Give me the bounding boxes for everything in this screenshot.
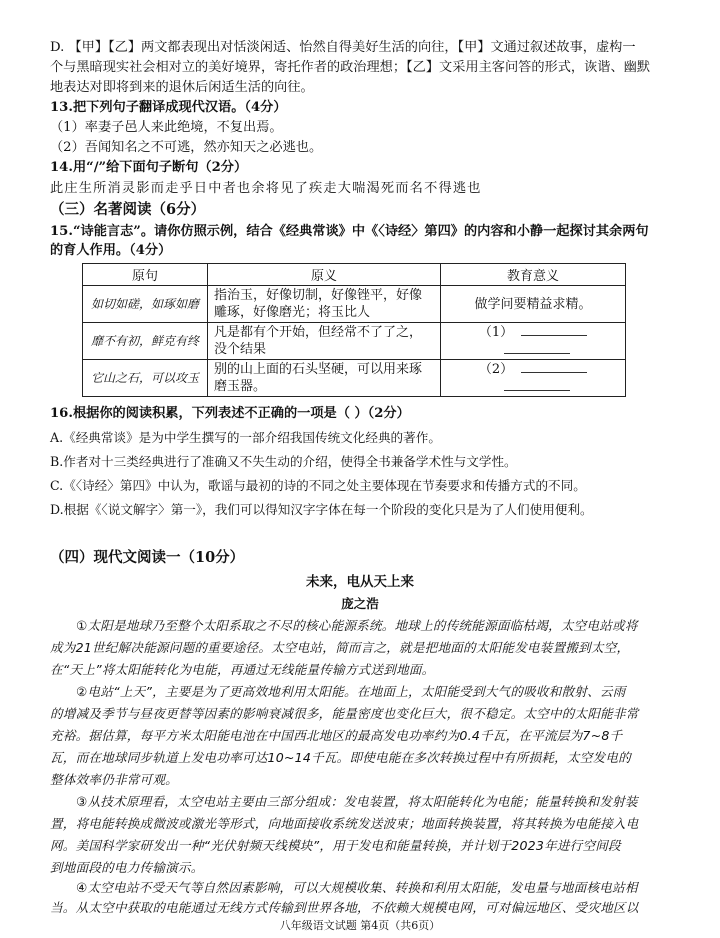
page-footer: 八年级语文试题 第4页（共6页） [279,919,441,932]
article-author: 庞之浩 [341,596,379,611]
question-16-option-b: B.作者对十三类经典进行了准确又不失生动的介绍，使得全书兼备学术性与文学性。 [50,454,517,469]
table-header: 原句 [83,264,208,286]
question-16-option-d: D.根据《〈说文解字〉第一》，我们可以得知汉字字体在每一个阶段的变化只是为了人们使用便利。 [50,502,593,517]
paragraph-2-line-4: 瓦，而在地球同步轨道上发电功率可达10~14千瓦。即使电能在多次转换过程中有所损耗，太空发电的 [50,750,631,765]
option-d-line-2: 个与黑暗现实社会相对立的美好境界，寄托作者的政治理想；【乙】文采用主客问答的形式，诙谐、幽默 [50,60,651,75]
paragraph-2-line-1: ②电站“上天”，主要是为了更高效地利用太阳能。在地面上，太阳能受到大气的吸收和散射、云雨 [76,684,626,699]
section-3-heading: （三）名著阅读（6分） [50,201,206,218]
section-4-heading: （四）现代文阅读一（10分） [50,549,245,566]
paragraph-3-line-4: 到地面段的电力传输演示。 [50,860,204,875]
table-cell-edu [441,323,626,360]
table-row [83,323,626,360]
answer-blank-2[interactable] [521,360,587,373]
table-cell-quote: 如切如磋，如琢如磨 [83,286,208,323]
article-title: 未来，电从天上来 [306,574,414,590]
paragraph-1-line-3: 在“天上”将太阳能转化为电能，再通过无线能量传输方式送到地面。 [50,662,435,677]
answer-label-1: （1） [478,325,514,340]
answer-blank-2b[interactable] [504,378,570,391]
answer-blank-1[interactable] [521,323,587,336]
paragraph-1-line-2: 成为21世纪解决能源问题的重要途径。太空电站，简而言之，就是把地面的太阳能发电装置搬到太空， [50,640,630,655]
answer-label-2: （2） [478,362,514,377]
question-16-option-c: C.《〈诗经〉第四》中认为，歌谣与最初的诗的不同之处主要体现在节奏要求和传播方式的不同。 [50,478,586,493]
question-13: 13.把下列句子翻译成现代汉语。（4分） [50,100,287,115]
question-16: 16.根据你的阅读积累，下列表述不正确的一项是（ ）（2分） [50,406,410,421]
question-13-item-2: （2）吾闻知名之不可逃，然亦知天之必逃也。 [50,140,323,155]
table-cell-edu: 做学问要精益求精。 [441,286,626,323]
paragraph-2-line-2: 的增减及季节与昼夜更替等因素的影响衰减很多，能量密度也变化巨大，很不稳定。太空中的太阳能非常 [50,706,639,721]
table-cell-quote: 靡不有初，鲜克有终 [83,323,208,360]
table-cell-meaning: 凡是都有个开始，但经常不了了之，没个结果 [208,323,441,360]
table-row [83,360,626,397]
question-15-line-1: 15.“诗能言志”。请你仿照示例，结合《经典常谈》中《〈诗经〉第四》的内容和小静一起探讨其余两句 [50,224,649,239]
paragraph-3-line-2: 置，将电能转换成微波或激光等形式，向地面接收系统发送波束；地面转换装置，将其转换为电能接入电 [50,816,639,831]
table-header: 原义 [208,264,441,286]
paragraph-2-line-5: 整体效率仍非常可观。 [50,772,178,787]
table-row [83,286,626,323]
paragraph-2-line-3: 充裕。据估算，每平方米太阳能电池在中国西北地区的最高发电功率约为0.4千瓦，在平流层为7~8千 [50,728,623,743]
table-header: 教育意义 [441,264,626,286]
paragraph-1-line-1: ①太阳是地球乃至整个太阳系取之不尽的核心能源系统。地球上的传统能源面临枯竭，太空电站或将 [76,618,638,633]
table-cell-meaning: 别的山上面的石头坚硬，可以用来琢磨玉器。 [208,360,441,397]
paragraph-3-line-3: 网。美国科学家研发出一种“光伏射频天线模块”，用于发电和能量转换，并计划于2023年进行空间段 [50,838,621,853]
table-cell-meaning: 指治玉，好像切制，好像锉平，好像雕琢，好像磨光；将玉比人 [208,286,441,323]
question-14: 14.用“/”给下面句子断句（2分） [50,160,248,175]
question-16-option-a: A.《经典常谈》是为中学生撰写的一部介绍我国传统文化经典的著作。 [50,430,441,445]
poem-table [82,263,626,397]
table-header-row [83,264,626,286]
answer-blank-1b[interactable] [504,341,570,354]
paragraph-3-line-1: ③从技术原理看，太空电站主要由三部分组成：发电装置，将太阳能转化为电能；能量转换和发射装 [76,794,638,809]
paragraph-4-line-2: 当。从太空中获取的电能通过无线方式传输到世界各地，不依赖大规模电网，可对偏远地区、受灾地区以 [50,900,639,915]
table-cell-quote: 它山之石，可以攻玉 [83,360,208,397]
question-14-text: 此庄生所消灵影而走乎日中者也余将见了疾走大喘渴死而名不得逃也 [50,181,482,196]
question-13-item-1: （1）率妻子邑人来此绝境，不复出焉。 [50,120,283,135]
question-15-line-2: 的育人作用。（4分） [50,243,172,258]
option-d-line-3: 地表达对即将到来的退休后闲适生活的向往。 [50,80,314,95]
option-d-line-1: D. 【甲】【乙】两文都表现出对恬淡闲适、怡然自得美好生活的向往，【甲】文通过叙述故事，虚构一 [50,40,636,55]
paragraph-4-line-1: ④太空电站不受天气等自然因素影响，可以大规模收集、转换和利用太阳能，发电量与地面核电站相 [76,880,638,895]
table-cell-edu [441,360,626,397]
